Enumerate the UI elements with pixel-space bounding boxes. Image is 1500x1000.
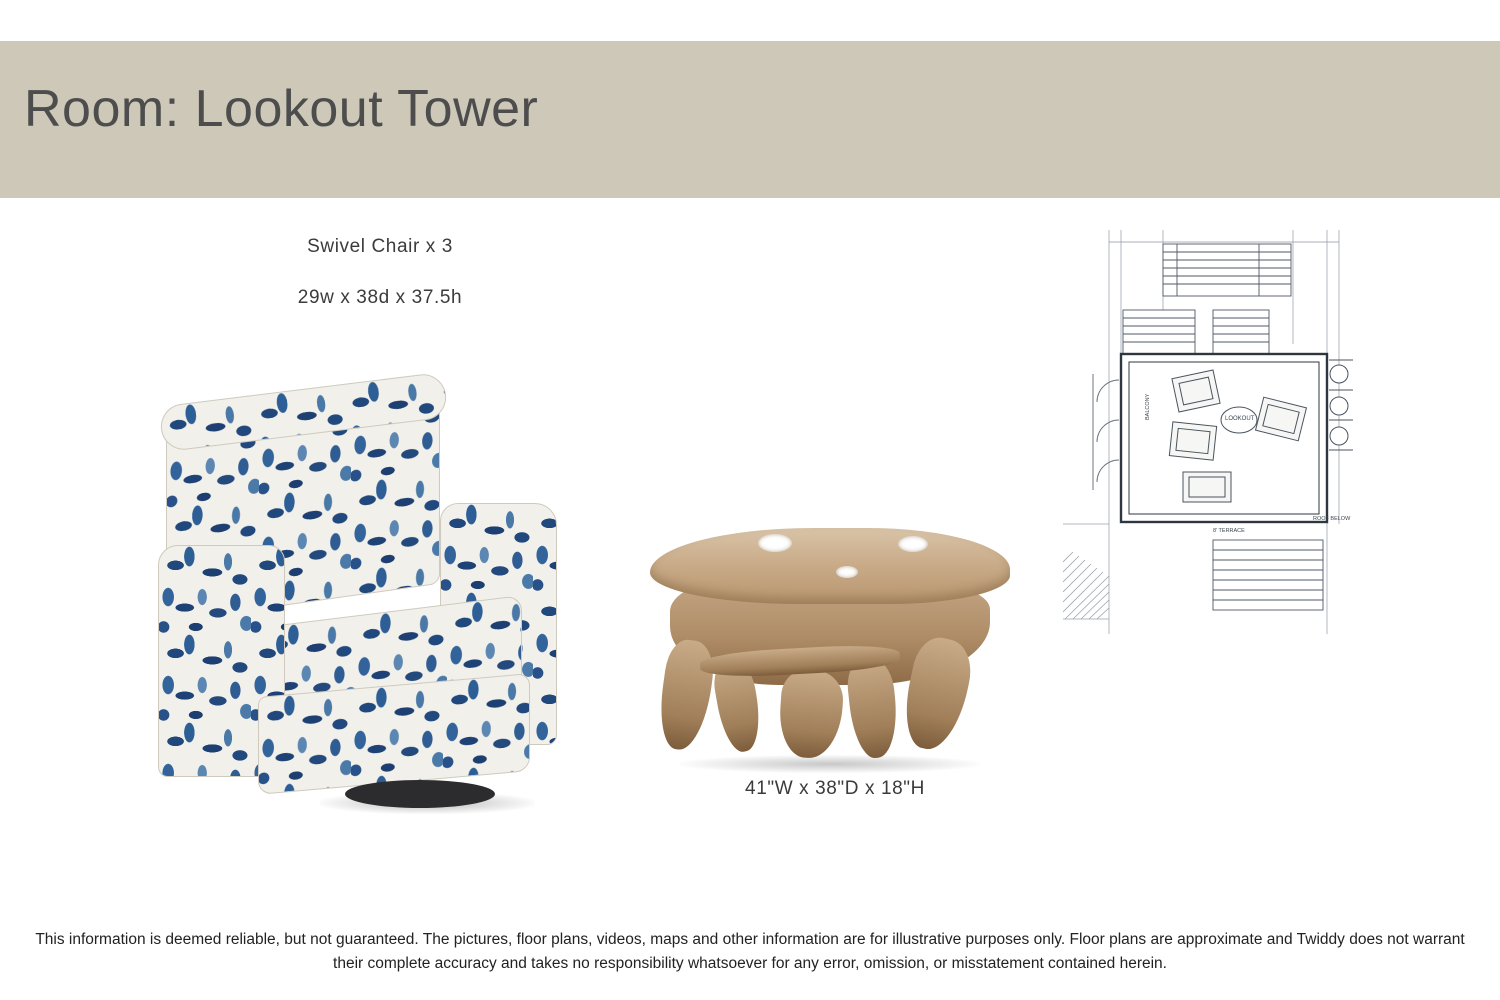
chair-swivel-base xyxy=(345,780,495,808)
disclaimer-line-2: and Twiddy does not warrant their complete accuracy and takes no responsibility whatsoever for any error, omission, or misstatement contained herein. xyxy=(333,931,1465,973)
chair-info-block xyxy=(140,236,620,309)
floorplan-dim-label: 8' TERRACE xyxy=(1213,528,1245,534)
chair-dimensions: 29w x 38d x 37.5h xyxy=(297,287,463,308)
root-table-image xyxy=(640,520,1030,775)
table-root-leg-1 xyxy=(655,637,718,753)
floor-plan-drawing xyxy=(1063,224,1435,634)
table-hole-2 xyxy=(898,536,928,552)
swivel-chair-image xyxy=(140,375,600,820)
table-top-slab xyxy=(650,528,1010,604)
table-shadow xyxy=(680,755,980,773)
page-title: Room: Lookout Tower xyxy=(24,80,539,138)
floorplan-bottom-label: ROOF BELOW xyxy=(1313,516,1351,522)
floorplan-room-label: LOOKOUT xyxy=(1225,416,1255,422)
table-dimensions: 41"W x 38"D x 18"H xyxy=(745,778,925,799)
table-hole-3 xyxy=(836,566,858,578)
disclaimer xyxy=(30,928,1470,976)
disclaimer-line-1: This information is deemed reliable, but not guaranteed. The pictures, floor plans, videos, maps and other information are for illustrative purposes only. Floor plans are approximate xyxy=(35,931,1263,948)
floor-plan xyxy=(1063,224,1435,634)
chair-name: Swivel Chair x 3 xyxy=(307,236,453,257)
table-root-leg-3 xyxy=(777,668,845,760)
table-hole-1 xyxy=(758,534,792,552)
floorplan-balcony-label: BALCONY xyxy=(1145,393,1151,420)
